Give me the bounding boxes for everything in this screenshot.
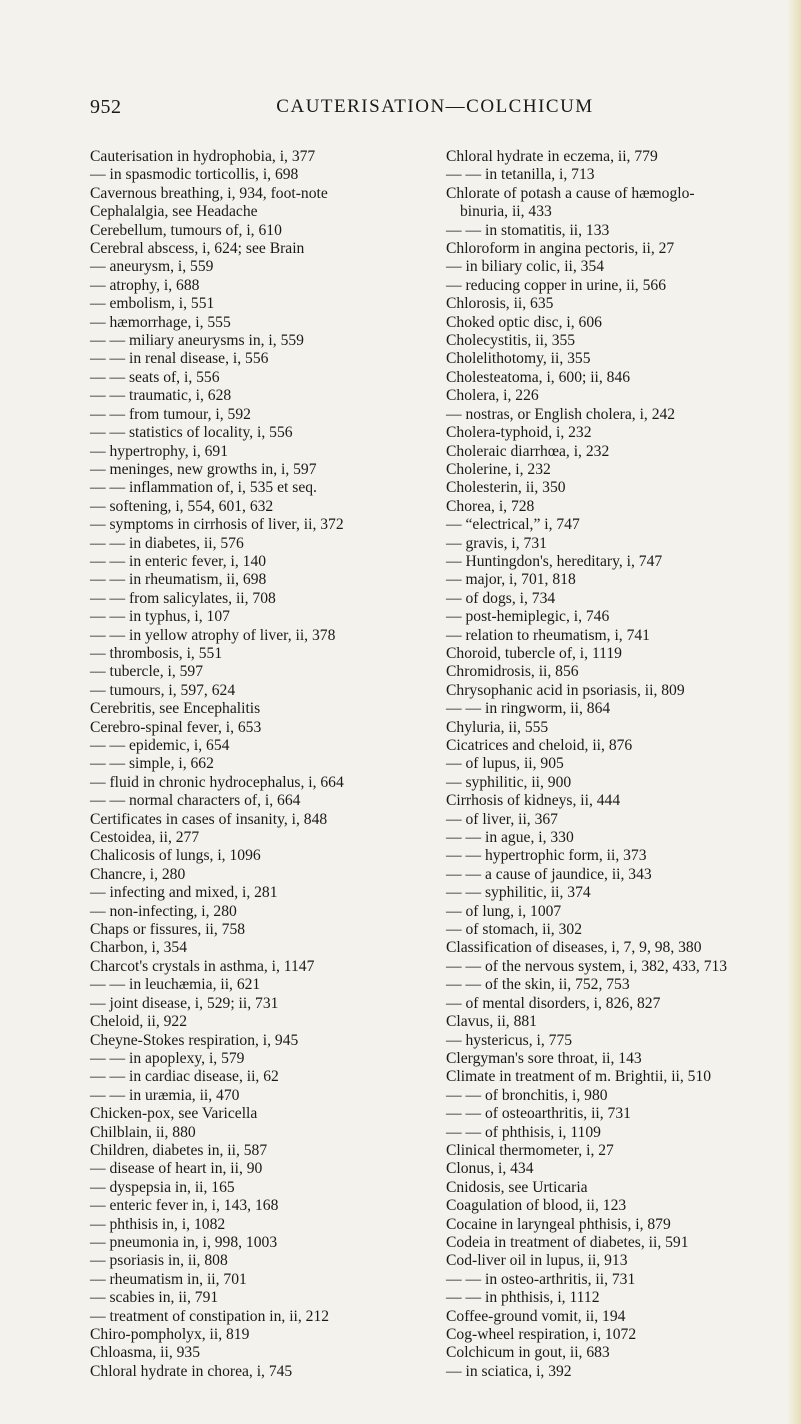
index-entry: Charbon, i, 354	[90, 939, 188, 957]
index-entry: Certificates in cases of insanity, i, 848	[90, 810, 328, 828]
index-entry: — hypertrophy, i, 691	[90, 442, 229, 460]
index-entry: Children, diabetes in, ii, 587	[90, 1141, 268, 1159]
index-entry: — — a cause of jaundice, ii, 343	[446, 865, 652, 883]
index-entry: — — in enteric fever, i, 140	[90, 552, 267, 570]
index-entry: Cauterisation in hydrophobia, i, 377	[90, 148, 316, 165]
index-entry: — infecting and mixed, i, 281	[90, 884, 278, 902]
index-entry: — Huntingdon's, hereditary, i, 747	[446, 552, 663, 570]
index-entry: Chalicosis of lungs, i, 1096	[90, 847, 261, 865]
index-entry: — of liver, ii, 367	[446, 810, 558, 828]
index-entry: Clavus, ii, 881	[446, 1013, 537, 1031]
index-entry: Chilblain, ii, 880	[90, 1123, 196, 1141]
index-entry: — hystericus, i, 775	[446, 1031, 573, 1049]
index-entry: Cocaine in laryngeal phthisis, i, 879	[446, 1215, 671, 1233]
index-entry: — hæmorrhage, i, 555	[90, 313, 231, 331]
index-entry: Chyluria, ii, 555	[446, 718, 549, 736]
index-entry: Cheloid, ii, 922	[90, 1013, 188, 1031]
index-entry: — — in typhus, i, 107	[90, 608, 230, 626]
index-entry: — pneumonia in, i, 998, 1003	[90, 1233, 278, 1251]
index-entry: Clinical thermometer, i, 27	[446, 1141, 614, 1159]
index-entry: — — of the nervous system, i, 382, 433, 713	[446, 957, 728, 975]
index-entry: — — inflammation of, i, 535 et seq.	[90, 479, 317, 497]
index-entry: — — in stomatitis, ii, 133	[446, 221, 610, 239]
index-entry: Chaps or fissures, ii, 758	[90, 921, 246, 939]
index-entry: — of mental disorders, i, 826, 827	[446, 994, 661, 1012]
index-entry: — tumours, i, 597, 624	[90, 681, 236, 699]
index-entry: Cholerine, i, 232	[446, 460, 551, 478]
index-entry: — dyspepsia in, ii, 165	[90, 1178, 235, 1196]
index-entry: Chorea, i, 728	[446, 497, 535, 515]
index-entry: — treatment of constipation in, ii, 212	[90, 1307, 330, 1325]
index-entry: — reducing copper in urine, ii, 566	[446, 276, 666, 294]
index-entry: Choleraic diarrhœa, i, 232	[446, 442, 610, 460]
index-entry: — — in tetanilla, i, 713	[446, 166, 595, 184]
index-entry: Chromidrosis, ii, 856	[446, 663, 579, 681]
index-entry: Chloral hydrate in chorea, i, 745	[90, 1362, 293, 1380]
index-entry: Cestoidea, ii, 277	[90, 829, 200, 847]
index-entry: — of lupus, ii, 905	[446, 755, 564, 773]
index-entry: — — in apoplexy, i, 579	[90, 1049, 245, 1067]
index-entry: — symptoms in cirrhosis of liver, ii, 372	[90, 516, 344, 534]
index-entry: Cerebellum, tumours of, i, 610	[90, 221, 282, 239]
index-entry: — softening, i, 554, 601, 632	[90, 497, 274, 515]
index-entry: — — in uræmia, ii, 470	[90, 1086, 240, 1104]
index-entry: — psoriasis in, ii, 808	[90, 1252, 228, 1270]
index-entry: Coffee-ground vomit, ii, 194	[446, 1307, 626, 1325]
index-entry: — major, i, 701, 818	[446, 571, 576, 589]
index-entry: Coagulation of blood, ii, 123	[446, 1197, 627, 1215]
index-entry: — — of the skin, ii, 752, 753	[446, 976, 630, 994]
index-entry: Codeia in treatment of diabetes, ii, 591	[446, 1233, 689, 1251]
page-number: 952	[90, 96, 122, 118]
index-entry: — — hypertrophic form, ii, 373	[446, 847, 647, 865]
index-entry: Cnidosis, see Urticaria	[446, 1178, 588, 1196]
index-entry: Cholelithotomy, ii, 355	[446, 350, 591, 368]
index-entry: — in spasmodic torticollis, i, 698	[90, 166, 299, 184]
page-header	[90, 96, 780, 122]
index-entry: — — from salicylates, ii, 708	[90, 589, 276, 607]
index-entry: Cicatrices and cheloid, ii, 876	[446, 737, 633, 754]
index-entry: — of lung, i, 1007	[446, 902, 562, 920]
index-entry: — in biliary colic, ii, 354	[446, 258, 605, 276]
index-entry: — — in phthisis, i, 1112	[446, 1289, 600, 1307]
index-entry: — — in cardiac disease, ii, 62	[90, 1068, 279, 1086]
index-entry: — — in rheumatism, ii, 698	[90, 571, 267, 589]
index-entry: — fluid in chronic hydrocephalus, i, 664	[90, 773, 344, 791]
index-entry: — gravis, i, 731	[446, 534, 547, 552]
index-entry: — nostras, or English cholera, i, 242	[446, 405, 676, 423]
index-entry: Chlorate of potash a cause of hæmoglo-	[446, 184, 695, 202]
index-entry: — — epidemic, i, 654	[90, 737, 230, 754]
index-entry: — “electrical,” i, 747	[446, 516, 580, 534]
index-entry: — scabies in, ii, 791	[90, 1289, 219, 1307]
index-entry: Cog-wheel respiration, i, 1072	[446, 1326, 637, 1343]
index-entry: — — traumatic, i, 628	[90, 387, 232, 405]
index-entry: binuria, ii, 433	[460, 203, 552, 221]
index-entry: Classification of diseases, i, 7, 9, 98, 380	[446, 939, 702, 957]
index-entry: — — in diabetes, ii, 576	[90, 534, 244, 552]
running-head: CAUTERISATION—COLCHICUM	[276, 96, 594, 117]
index-entry: Cirrhosis of kidneys, ii, 444	[446, 792, 621, 810]
index-entry: — — in ringworm, ii, 864	[446, 700, 611, 718]
index-entry: — non-infecting, i, 280	[90, 902, 237, 920]
index-entry: Cheyne-Stokes respiration, i, 945	[90, 1031, 299, 1049]
index-entry: Cholesterin, ii, 350	[446, 479, 566, 497]
index-entry: — — of osteoarthritis, ii, 731	[446, 1105, 631, 1123]
index-entry: Cephalalgia, see Headache	[90, 203, 258, 221]
index-entry: — atrophy, i, 688	[90, 276, 200, 294]
index-entry: Chiro-pompholyx, ii, 819	[90, 1326, 250, 1343]
index-entry: Clonus, i, 434	[446, 1160, 534, 1178]
index-entry: Cerebritis, see Encephalitis	[90, 700, 261, 718]
index-entry: — — statistics of locality, i, 556	[90, 424, 293, 442]
index-entry: — — of phthisis, i, 1109	[446, 1123, 601, 1141]
index-entry: Cholera-typhoid, i, 232	[446, 424, 592, 442]
index-entry: — tubercle, i, 597	[90, 663, 204, 681]
index-entry: — — miliary aneurysms in, i, 559	[90, 332, 304, 350]
index-entry: Colchicum in gout, ii, 683	[446, 1344, 610, 1362]
index-entry: Charcot's crystals in asthma, i, 1147	[90, 957, 315, 975]
index-entry: Choroid, tubercle of, i, 1119	[446, 644, 622, 662]
index-entry: — enteric fever in, i, 143, 168	[90, 1197, 279, 1215]
index-entry: — — in osteo-arthritis, ii, 731	[446, 1270, 636, 1288]
index-entry: — phthisis in, i, 1082	[90, 1215, 226, 1233]
index-entry: — in sciatica, i, 392	[446, 1362, 572, 1380]
index-entry: Chancre, i, 280	[90, 865, 186, 883]
index-entry: — relation to rheumatism, i, 741	[446, 626, 650, 644]
index-column-right	[446, 148, 786, 1381]
index-entry: — of stomach, ii, 302	[446, 921, 582, 939]
index-entry: — — seats of, i, 556	[90, 368, 220, 386]
index-entry: Chloral hydrate in eczema, ii, 779	[446, 148, 658, 165]
index-entry: — — from tumour, i, 592	[90, 405, 251, 423]
index-entry: — of dogs, i, 734	[446, 589, 556, 607]
index-entry: — — in yellow atrophy of liver, ii, 378	[90, 626, 336, 644]
index-entry: Cholera, i, 226	[446, 387, 539, 405]
index-entry: Chrysophanic acid in psoriasis, ii, 809	[446, 681, 685, 699]
index-entry: — post-hemiplegic, i, 746	[446, 608, 610, 626]
index-entry: — — simple, i, 662	[90, 755, 214, 773]
index-entry: Climate in treatment of m. Brightii, ii, 510	[446, 1068, 712, 1086]
page-edge-shade	[787, 0, 801, 1424]
index-entry: Cavernous breathing, i, 934, foot-note	[90, 184, 328, 202]
index-entry: Clergyman's sore throat, ii, 143	[446, 1049, 642, 1067]
index-entry: — meninges, new growths in, i, 597	[90, 460, 317, 478]
index-entry: — aneurysm, i, 559	[90, 258, 214, 276]
index-entry: — embolism, i, 551	[90, 295, 215, 313]
index-entry: Cod-liver oil in lupus, ii, 913	[446, 1252, 628, 1270]
index-entry: — syphilitic, ii, 900	[446, 773, 572, 791]
index-entry: — — in renal disease, i, 556	[90, 350, 269, 368]
index-entry: Chloroform in angina pectoris, ii, 27	[446, 240, 675, 258]
index-entry: — rheumatism in, ii, 701	[90, 1270, 247, 1288]
index-entry: Choked optic disc, i, 606	[446, 313, 602, 331]
index-entry: Chicken-pox, see Varicella	[90, 1105, 258, 1123]
index-entry: — — in leuchæmia, ii, 621	[90, 976, 261, 994]
index-entry: — thrombosis, i, 551	[90, 644, 223, 662]
index-entry: Cholesteatoma, i, 600; ii, 846	[446, 368, 631, 386]
index-entry: — — of bronchitis, i, 980	[446, 1086, 608, 1104]
index-entry: Cerebral abscess, i, 624; see Brain	[90, 240, 305, 258]
index-entry: Chloasma, ii, 935	[90, 1344, 201, 1362]
index-entry: Chlorosis, ii, 635	[446, 295, 554, 313]
index-entry: — joint disease, i, 529; ii, 731	[90, 994, 279, 1012]
index-entry: — disease of heart in, ii, 90	[90, 1160, 263, 1178]
index-entry: — — syphilitic, ii, 374	[446, 884, 591, 902]
index-entry: — — normal characters of, i, 664	[90, 792, 301, 810]
index-entry: — — in ague, i, 330	[446, 829, 574, 847]
index-entry: Cholecystitis, ii, 355	[446, 332, 576, 350]
index-entry: Cerebro-spinal fever, i, 653	[90, 718, 262, 736]
